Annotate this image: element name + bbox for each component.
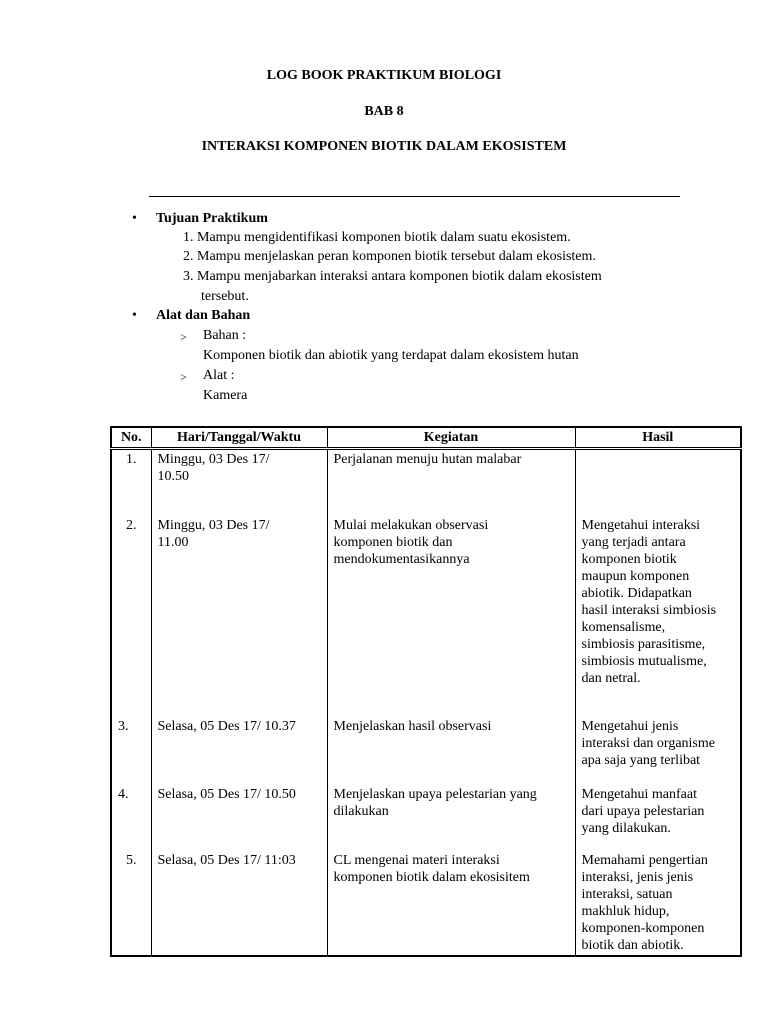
table-row (111, 717, 741, 785)
hasil-line: interaksi, satuan (581, 886, 673, 902)
document-title: LOG BOOK PRAKTIKUM BIOLOGI (266, 68, 502, 83)
row-number: 3. (111, 717, 151, 785)
row-kegiatan (327, 717, 575, 785)
header-kegiatan: Kegiatan (327, 427, 575, 449)
row-when (151, 851, 327, 956)
row-hasil (575, 717, 741, 785)
table-row (111, 785, 741, 851)
hasil-line: biotik dan abiotik. (581, 937, 684, 953)
hasil-line: makhluk hidup, (581, 903, 670, 919)
hasil-line: maupun komponen (581, 568, 690, 584)
tujuan-item: 3. Mampu menjabarkan interaksi antara komponen biotik dalam ekosistem (183, 269, 602, 284)
tujuan-heading: Tujuan Praktikum (156, 211, 268, 226)
row-number: 5. (111, 851, 151, 956)
alat-label: Alat : (203, 368, 235, 383)
when-line: Minggu, 03 Des 17/ (157, 452, 270, 467)
header-hasil: Hasil (575, 427, 741, 449)
row-when (151, 717, 327, 785)
hasil-line: komensalisme, (581, 619, 666, 635)
row-kegiatan (327, 851, 575, 956)
hasil-line: Mengetahui interaksi (581, 517, 701, 533)
row-hasil (575, 449, 741, 516)
arrow-marker-icon: > (180, 330, 187, 344)
hasil-line: Mengetahui manfaat (581, 786, 697, 802)
hasil-line: dari upaya pelestarian (581, 803, 705, 819)
when-line: Selasa, 05 Des 17/ 10.50 (157, 786, 296, 802)
tujuan-item: 1. Mampu mengidentifikasi komponen biotik dalam suatu ekosistem. (183, 230, 571, 245)
bullet-icon: • (132, 308, 137, 323)
tujuan-item-continuation: tersebut. (201, 289, 249, 304)
hasil-line: hasil interaksi simbiosis (581, 602, 717, 618)
bahan-value: Komponen biotik dan abiotik yang terdapat dalam ekosistem hutan (203, 348, 579, 363)
arrow-marker-icon: > (180, 370, 187, 384)
alat-value: Kamera (203, 388, 248, 403)
header-hari-tanggal-waktu: Hari/Tanggal/Waktu (151, 427, 327, 449)
kegiatan-line: mendokumentasikannya (333, 551, 470, 567)
row-kegiatan (327, 449, 575, 516)
hasil-line: komponen biotik (581, 551, 677, 567)
tujuan-item: 2. Mampu menjelaskan peran komponen biotik tersebut dalam ekosistem. (183, 249, 596, 264)
when-line: 11.00 (157, 534, 189, 550)
hasil-line: interaksi dan organisme (581, 735, 715, 751)
kegiatan-line: Menjelaskan upaya pelestarian yang (333, 786, 537, 802)
hasil-line: apa saja yang terlibat (581, 752, 701, 768)
hasil-line: simbiosis parasitisme, (581, 636, 706, 652)
hasil-line: komponen-komponen (581, 920, 705, 936)
hasil-line: yang dilakukan. (581, 820, 671, 836)
table-row (111, 449, 741, 516)
hasil-line: Mengetahui jenis (581, 718, 679, 734)
hasil-line: interaksi, jenis jenis (581, 869, 694, 885)
kegiatan-line: komponen biotik dalam ekosisitem (333, 869, 530, 885)
row-hasil (575, 785, 741, 851)
hasil-line: abiotik. Didapatkan (581, 585, 692, 601)
chapter-label: BAB 8 (364, 104, 404, 119)
row-when (151, 516, 327, 717)
row-number: 4. (111, 785, 151, 851)
row-when (151, 449, 327, 516)
header-no: No. (111, 427, 151, 449)
kegiatan-line: CL mengenai materi interaksi (333, 852, 500, 868)
table-header-row (111, 427, 741, 449)
when-line: 10.50 (157, 469, 189, 484)
row-kegiatan (327, 516, 575, 717)
hasil-line: simbiosis mutualisme, (581, 653, 707, 669)
bahan-label: Bahan : (203, 328, 247, 343)
kegiatan-line: Menjelaskan hasil observasi (333, 718, 492, 734)
row-number: 2. (111, 516, 151, 717)
hasil-line: Memahami pengertian (581, 852, 708, 868)
chapter-title: INTERAKSI KOMPONEN BIOTIK DALAM EKOSISTEM (201, 139, 567, 154)
row-number: 1. (111, 449, 151, 516)
kegiatan-line: Mulai melakukan observasi (333, 517, 489, 533)
horizontal-divider (149, 196, 680, 197)
row-hasil (575, 516, 741, 717)
kegiatan-line: Perjalanan menuju hutan malabar (333, 452, 522, 467)
hasil-line: yang terjadi antara (581, 534, 686, 550)
bullet-icon: • (132, 211, 137, 226)
row-hasil (575, 851, 741, 956)
hasil-line: dan netral. (581, 670, 641, 686)
when-line: Selasa, 05 Des 17/ 10.37 (157, 718, 296, 734)
row-kegiatan (327, 785, 575, 851)
when-line: Minggu, 03 Des 17/ (157, 517, 270, 533)
log-table (110, 426, 742, 957)
kegiatan-line: komponen biotik dan (333, 534, 453, 550)
table-row (111, 851, 741, 956)
alat-bahan-heading: Alat dan Bahan (156, 308, 251, 323)
kegiatan-line: dilakukan (333, 803, 389, 819)
row-when (151, 785, 327, 851)
table-row (111, 516, 741, 717)
when-line: Selasa, 05 Des 17/ 11:03 (157, 852, 296, 868)
